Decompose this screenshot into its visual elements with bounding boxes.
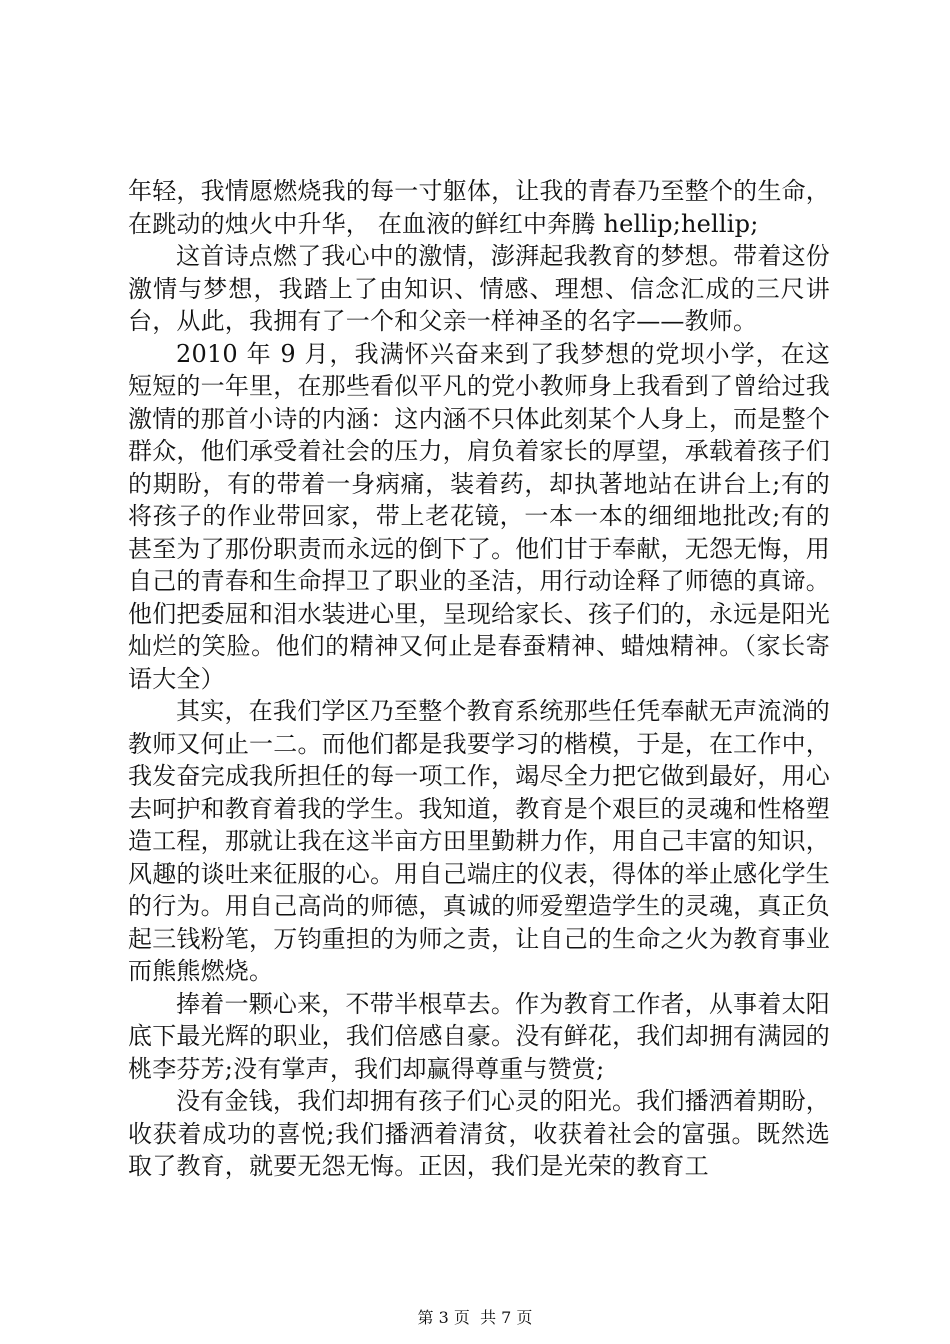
paragraph-3: 2010 年 9 月，我满怀兴奋来到了我梦想的党坝小学，在这短短的一年里，在那些看似平凡的党小教师身上我看到了曾给过我激情的那首小诗的内涵：这内涵不只体此刻某个人身上，而是整个群众，他们承受着社会的压力，肩负着家长的厚望，承载着孩子们的期盼，有的带着一身病痛，装着药，却执著地站在讲台上;有的将孩子的作业带回家，带上老花镜，一本一本的细细地批改;有的甚至为了那份职责而永远的倒下了。他们甘于奉献，无怨无悔，用自己的青春和生命捍卫了职业的圣洁，用行动诠释了师德的真谛。他们把委屈和泪水装进心里，呈现给家长、孩子们的，永远是阳光灿烂的笑脸。他们的精神又何止是春蚕精神、蜡烛精神。（家长寄语大全） — [128, 339, 830, 693]
paragraph-1: 年轻，我情愿燃烧我的每一寸躯体，让我的青春乃至整个的生命， 在跳动的烛火中升华， 在血液的鲜红中奔腾 hellip;hellip; — [128, 177, 830, 238]
document-body — [128, 175, 830, 1183]
page-footer: 第 3 页 共 7 页 — [417, 1308, 533, 1327]
paragraph-5: 捧着一颗心来，不带半根草去。作为教育工作者，从事着太阳底下最光辉的职业，我们倍感自豪。没有鲜花，我们却拥有满园的桃李芬芳;没有掌声，我们却赢得尊重与赞赏; — [128, 989, 830, 1083]
paragraph-6: 没有金钱，我们却拥有孩子们心灵的阳光。我们播洒着期盼，收获着成功的喜悦;我们播洒着清贫，收获着社会的富强。既然选取了教育，就要无怨无悔。正因，我们是光荣的教育工 — [128, 1087, 830, 1180]
paragraph-4: 其实，在我们学区乃至整个教育系统那些任凭奉献无声流淌的教师又何止一二。而他们都是我要学习的楷模，于是，在工作中，我发奋完成我所担任的每一项工作，竭尽全力把它做到最好，用心去呵护和教育着我的学生。我知道，教育是个艰巨的灵魂和性格塑造工程，那就让我在这半亩方田里勤耕力作，用自己丰富的知识，风趣的谈吐来征服的心。用自己端庄的仪表，得体的举止感化学生的行为。用自己高尚的师德，真诚的师爱塑造学生的灵魂，真正负起三钱粉笔，万钧重担的为师之责，让自己的生命之火为教育事业而熊熊燃烧。 — [128, 697, 830, 985]
paragraph-2: 这首诗点燃了我心中的激情，澎湃起我教育的梦想。带着这份激情与梦想，我踏上了由知识、情感、理想、信念汇成的三尺讲台，从此，我拥有了一个和父亲一样神圣的名字——教师。 — [128, 242, 830, 335]
